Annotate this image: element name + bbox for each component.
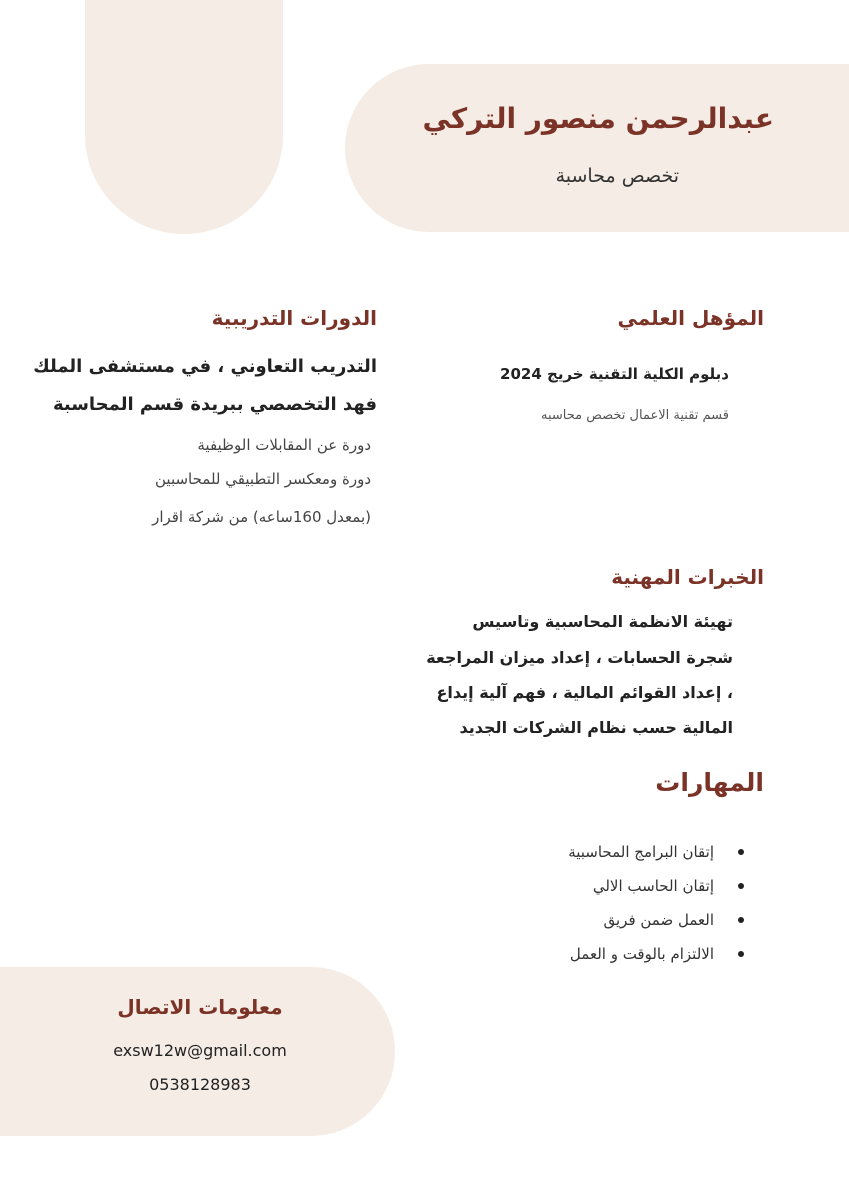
- contact-phone[interactable]: 0538128983: [149, 1075, 251, 1094]
- courses-heading: الدورات التدريبية: [211, 306, 377, 330]
- course-item: دورة ومعكسر التطبيقي للمحاسبين: [155, 470, 371, 488]
- decorative-arch-shape: [85, 0, 283, 234]
- skill-item: [568, 838, 714, 872]
- education-degree: دبلوم الكلية التقنية خريج 2024: [500, 365, 729, 383]
- course-main-line: التدريب التعاوني ، في مستشفى الملك: [33, 356, 377, 377]
- skills-heading: المهارات: [655, 768, 764, 797]
- course-item: (بمعدل 160ساعه) من شركة اقرار: [152, 508, 371, 526]
- skill-item: [568, 940, 714, 974]
- full-name: عبدالرحمن منصور التركي: [422, 102, 774, 135]
- skill-item: [568, 872, 714, 906]
- contact-email[interactable]: exsw12w@gmail.com: [113, 1041, 287, 1060]
- skill-label: العمل ضمن فريق: [603, 911, 714, 929]
- experience-line: المالية حسب نظام الشركات الجديد: [459, 718, 733, 737]
- skill-label: الالتزام بالوقت و العمل: [569, 945, 714, 963]
- education-department: قسم تقنية الاعمال تخصص محاسبه: [540, 408, 729, 423]
- bullet-icon: [738, 951, 744, 957]
- experience-heading: الخبرات المهنية: [611, 565, 764, 589]
- skill-label: إتقان الحاسب الالي: [592, 877, 714, 895]
- contact-heading: معلومات الاتصال: [117, 995, 283, 1019]
- experience-line: تهيئة الانظمة المحاسبية وتاسيس: [472, 612, 733, 631]
- bullet-icon: [738, 883, 744, 889]
- bullet-icon: [738, 917, 744, 923]
- header-band: [345, 64, 849, 232]
- course-item: دورة عن المقابلات الوظيفية: [197, 436, 371, 454]
- experience-line: شجرة الحسابات ، إعداد ميزان المراجعة: [426, 648, 733, 667]
- skills-list: [568, 838, 714, 974]
- skill-item: [568, 906, 714, 940]
- education-heading: المؤهل العلمي: [617, 306, 764, 330]
- course-main-line: فهد التخصصي ببريدة قسم المحاسبة: [52, 394, 377, 415]
- experience-line: ، إعداد القوائم المالية ، فهم آلية إيداع: [436, 683, 733, 702]
- specialization-subtitle: تخصص محاسبة: [555, 165, 679, 187]
- skill-label: إتقان البرامج المحاسبية: [568, 843, 714, 861]
- bullet-icon: [738, 849, 744, 855]
